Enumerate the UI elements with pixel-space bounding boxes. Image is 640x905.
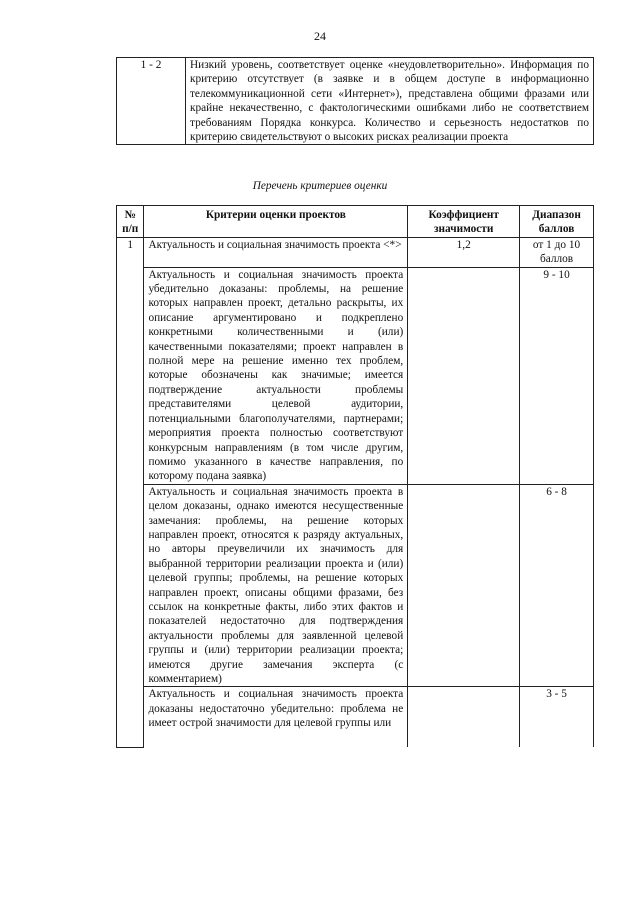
row-num: 1 (117, 237, 144, 747)
table-row (117, 484, 594, 687)
coef-value: 1,2 (408, 237, 520, 267)
level-range: 9 - 10 (520, 267, 594, 484)
score-cell: 1 - 2 (117, 58, 186, 145)
page-number: 24 (314, 29, 326, 43)
header-range: Диапазон баллов (520, 206, 594, 238)
level-range: 3 - 5 (520, 687, 594, 748)
range-value: от 1 до 10 баллов (520, 237, 594, 267)
coef-empty (408, 687, 520, 748)
table-caption: Перечень критериев оценки (252, 180, 388, 192)
table-row (117, 687, 594, 748)
header-coef: Коэффициент значимости (408, 206, 520, 238)
level-range: 6 - 8 (520, 484, 594, 687)
level-description: Актуальность и социальная значимость проекта убедительно доказаны: проблемы, на решение которых направлен проект, детально раскрыты, их описание аргументировано и подкреплено конкретными количественными и (или) качественными показателями; проект направлен в полной мере на решение именно тех проблем, которые обозначены как значимые; имеется подтверждение актуальности проблемы представителями целевой аудитории, потенциальными благополучателями, партнерами; мероприятия проекта полностью соответствуют конкурсным направлениям (в том числе другим, помимо указанного в качестве направления, по которому подана заявка) (144, 267, 408, 484)
coef-empty (408, 484, 520, 687)
header-num: № п/п (117, 206, 144, 238)
coef-empty (408, 267, 520, 484)
top-table (116, 57, 594, 145)
table-row (117, 58, 594, 145)
level-description: Актуальность и социальная значимость проекта в целом доказаны, однако имеются несущественные замечания: проблемы, на решение которых направлен проект, относятся к разряду актуальных, но авторы преувеличили их значимость для выбранной территории реализации проекта и (или) целевой группы; проблемы, на решение которых направлен проект, описаны общими фразами, без ссылок на конкретные факты, либо этих фактов и показателей недостаточно для подтверждения актуальности проблемы для заявленной целевой группы и (или) территории реализации проекта; имеются другие замечания эксперта (с комментарием) (144, 484, 408, 687)
header-criteria: Критерии оценки проектов (144, 206, 408, 238)
criterion-title: Актуальность и социальная значимость проекта <*> (144, 237, 408, 267)
description-cell: Низкий уровень, соответствует оценке «неудовлетворительно». Информация по критерию отсутствует (в заявке и в общем доступе в информационно телекоммуникационной сети «Интернет»), представлена общими фразами или крайне некачественно, с фактологическими ошибками либо не соответствием требованиям Порядка конкурса. Количество и серьезность недостатков по критерию свидетельствуют о высоких рисках реализации проекта (186, 58, 594, 145)
criteria-table (116, 205, 594, 748)
level-description: Актуальность и социальная значимость проекта доказаны недостаточно убедительно: проблема не имеет острой значимости для целевой группы или (144, 687, 408, 748)
table-row (117, 237, 594, 267)
header-row (117, 206, 594, 238)
table-row (117, 267, 594, 484)
